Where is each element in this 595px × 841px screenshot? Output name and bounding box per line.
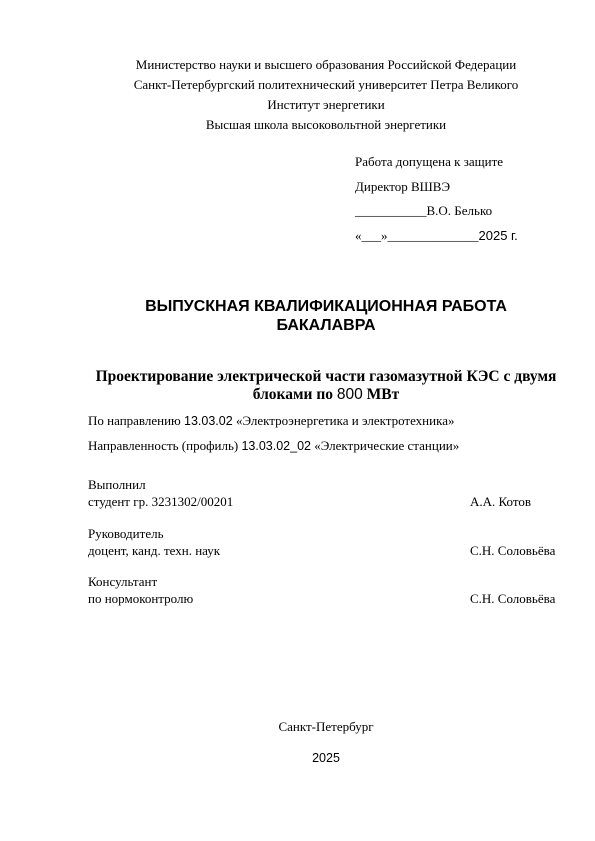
student-name: А.А. Котов [470,494,532,509]
topic-power-value: 800 [336,386,363,403]
direction-line [88,414,454,428]
supervisor-role: Руководитель [88,526,164,541]
student-role: Выполнил [88,477,146,492]
profile-name: «Электрические станции» [314,438,460,453]
director-name: В.О. Белько [426,203,493,218]
signature-blank: ___________ [355,203,427,218]
approval-year: 2025 г. [478,228,518,243]
footer-year: 2025 [312,751,340,765]
consultant-name: С.Н. Соловьёва [470,591,556,606]
supervisor-degree: доцент, канд. техн. наук [88,543,221,558]
topic-power-unit: МВт [366,386,400,403]
work-title-line1: ВЫПУСКНАЯ КВАЛИФИКАЦИОННАЯ РАБОТА [145,298,507,315]
approval-date-line [355,229,518,242]
director-signature-line [355,204,492,217]
school-line: Высшая школа высоковольтной энергетики [205,117,447,132]
work-title-line2: БАКАЛАВРА [276,317,376,334]
profile-code: 13.03.02_02 [241,439,311,453]
director-title: Директор ВШВЭ [355,179,451,194]
profile-line [88,439,459,453]
footer-city: Санкт-Петербург [278,719,374,734]
supervisor-name: С.Н. Соловьёва [470,543,556,558]
profile-label: Направленность (профиль) [88,438,239,453]
direction-code: 13.03.02 [184,414,233,428]
approval-label: Работа допущена к защите [355,154,504,169]
consultant-area: по нормоконтролю [88,591,194,606]
quote-open: « [355,228,362,243]
topic-line2 [0,387,595,403]
day-blank: ___ [361,228,381,243]
topic-line1: Проектирование электрической части газомазутной КЭС с двумя [95,368,557,385]
topic-prefix: блоками по [252,386,334,403]
student-group: 3231302/00201 [151,494,234,509]
ministry-line: Министерство науки и высшего образования Российской Федерации [135,57,517,72]
consultant-role: Консультант [88,574,158,589]
university-line: Санкт-Петербургский политехнический университет Петра Великого [133,77,519,92]
month-blank: ______________ [387,228,479,243]
student-group-line [88,495,233,508]
institute-line: Институт энергетики [267,97,385,112]
direction-label: По направлению [88,413,181,428]
direction-name: «Электроэнергетика и электротехника» [235,413,455,428]
quote-close: » [381,228,388,243]
student-group-label: студент гр. [88,494,149,509]
